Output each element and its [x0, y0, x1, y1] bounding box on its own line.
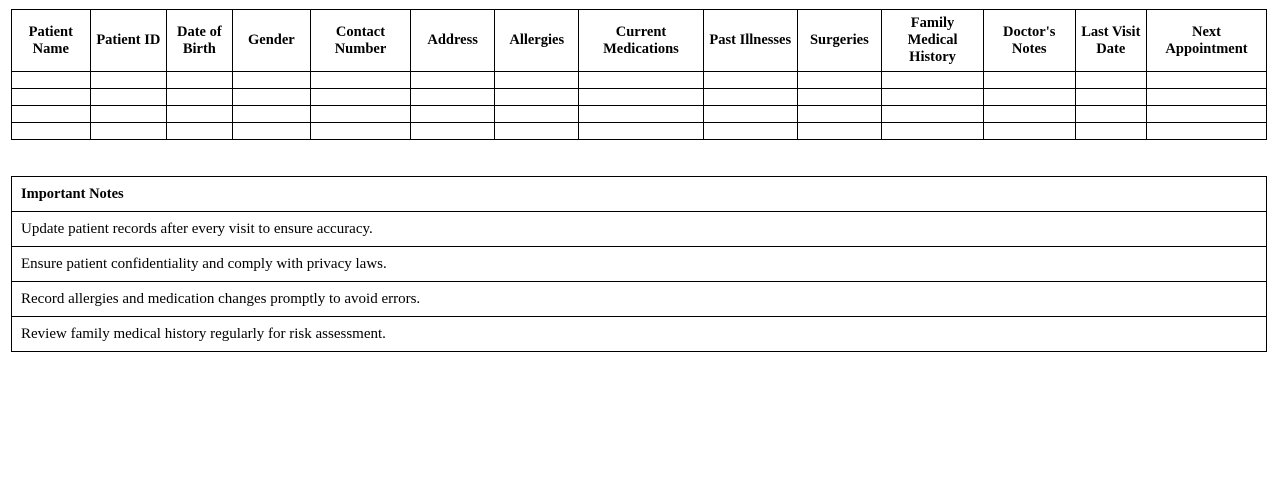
table-row[interactable]: [12, 89, 1267, 106]
notes-row: [12, 247, 1267, 282]
cell-allergies[interactable]: [495, 72, 579, 89]
cell-gender[interactable]: [232, 106, 311, 123]
cell-contact-number[interactable]: [311, 106, 411, 123]
cell-next-appointment[interactable]: [1147, 123, 1267, 140]
cell-address[interactable]: [410, 106, 495, 123]
cell-contact-number[interactable]: [311, 123, 411, 140]
cell-doctors-notes[interactable]: [983, 106, 1075, 123]
patient-records-body: [12, 72, 1267, 140]
note-item: Ensure patient confidentiality and comply with privacy laws.: [12, 247, 1267, 282]
cell-current-medications[interactable]: [579, 106, 704, 123]
column-header-patient-id: Patient ID: [90, 10, 167, 72]
column-header-next-appointment: Next Appointment: [1147, 10, 1267, 72]
cell-allergies[interactable]: [495, 106, 579, 123]
cell-surgeries[interactable]: [797, 72, 882, 89]
column-header-surgeries: Surgeries: [797, 10, 882, 72]
cell-current-medications[interactable]: [579, 89, 704, 106]
cell-gender[interactable]: [232, 89, 311, 106]
column-header-last-visit-date: Last Visit Date: [1075, 10, 1147, 72]
cell-family-medical-history[interactable]: [882, 123, 984, 140]
column-header-gender: Gender: [232, 10, 311, 72]
cell-date-of-birth[interactable]: [167, 106, 232, 123]
cell-last-visit-date[interactable]: [1075, 72, 1147, 89]
cell-current-medications[interactable]: [579, 123, 704, 140]
table-row[interactable]: [12, 106, 1267, 123]
column-header-allergies: Allergies: [495, 10, 579, 72]
cell-gender[interactable]: [232, 72, 311, 89]
cell-current-medications[interactable]: [579, 72, 704, 89]
notes-row: [12, 212, 1267, 247]
cell-doctors-notes[interactable]: [983, 72, 1075, 89]
column-header-doctors-notes: Doctor's Notes: [983, 10, 1075, 72]
column-header-past-illnesses: Past Illnesses: [703, 10, 797, 72]
cell-last-visit-date[interactable]: [1075, 123, 1147, 140]
cell-patient-name[interactable]: [12, 106, 91, 123]
notes-header-row: [12, 177, 1267, 212]
notes-row: [12, 317, 1267, 352]
cell-allergies[interactable]: [495, 89, 579, 106]
cell-patient-id[interactable]: [90, 72, 167, 89]
cell-date-of-birth[interactable]: [167, 89, 232, 106]
cell-next-appointment[interactable]: [1147, 89, 1267, 106]
cell-patient-name[interactable]: [12, 89, 91, 106]
cell-past-illnesses[interactable]: [703, 72, 797, 89]
patient-records-table: [11, 9, 1267, 140]
note-item: Review family medical history regularly for risk assessment.: [12, 317, 1267, 352]
cell-last-visit-date[interactable]: [1075, 106, 1147, 123]
column-header-date-of-birth: Date of Birth: [167, 10, 232, 72]
column-header-current-medications: Current Medications: [579, 10, 704, 72]
patient-records-section: [11, 9, 1267, 140]
cell-allergies[interactable]: [495, 123, 579, 140]
notes-header-label: Important Notes: [12, 177, 1267, 212]
cell-family-medical-history[interactable]: [882, 72, 984, 89]
note-item: Record allergies and medication changes promptly to avoid errors.: [12, 282, 1267, 317]
cell-doctors-notes[interactable]: [983, 89, 1075, 106]
cell-doctors-notes[interactable]: [983, 123, 1075, 140]
cell-surgeries[interactable]: [797, 123, 882, 140]
column-header-address: Address: [410, 10, 495, 72]
table-row[interactable]: [12, 123, 1267, 140]
cell-past-illnesses[interactable]: [703, 123, 797, 140]
table-header-row: [12, 10, 1267, 72]
cell-patient-name[interactable]: [12, 72, 91, 89]
note-item: Update patient records after every visit to ensure accuracy.: [12, 212, 1267, 247]
notes-row: [12, 282, 1267, 317]
cell-surgeries[interactable]: [797, 106, 882, 123]
cell-patient-name[interactable]: [12, 123, 91, 140]
cell-last-visit-date[interactable]: [1075, 89, 1147, 106]
column-header-family-medical-history: Family Medical History: [882, 10, 984, 72]
important-notes-section: [11, 176, 1267, 352]
cell-date-of-birth[interactable]: [167, 72, 232, 89]
cell-patient-id[interactable]: [90, 123, 167, 140]
column-header-contact-number: Contact Number: [311, 10, 411, 72]
cell-next-appointment[interactable]: [1147, 72, 1267, 89]
cell-gender[interactable]: [232, 123, 311, 140]
cell-past-illnesses[interactable]: [703, 89, 797, 106]
cell-surgeries[interactable]: [797, 89, 882, 106]
cell-patient-id[interactable]: [90, 106, 167, 123]
cell-next-appointment[interactable]: [1147, 106, 1267, 123]
table-row[interactable]: [12, 72, 1267, 89]
cell-family-medical-history[interactable]: [882, 106, 984, 123]
cell-date-of-birth[interactable]: [167, 123, 232, 140]
cell-patient-id[interactable]: [90, 89, 167, 106]
important-notes-table: [11, 176, 1267, 352]
column-header-patient-name: Patient Name: [12, 10, 91, 72]
cell-contact-number[interactable]: [311, 89, 411, 106]
cell-past-illnesses[interactable]: [703, 106, 797, 123]
cell-family-medical-history[interactable]: [882, 89, 984, 106]
cell-address[interactable]: [410, 89, 495, 106]
cell-address[interactable]: [410, 72, 495, 89]
cell-contact-number[interactable]: [311, 72, 411, 89]
cell-address[interactable]: [410, 123, 495, 140]
